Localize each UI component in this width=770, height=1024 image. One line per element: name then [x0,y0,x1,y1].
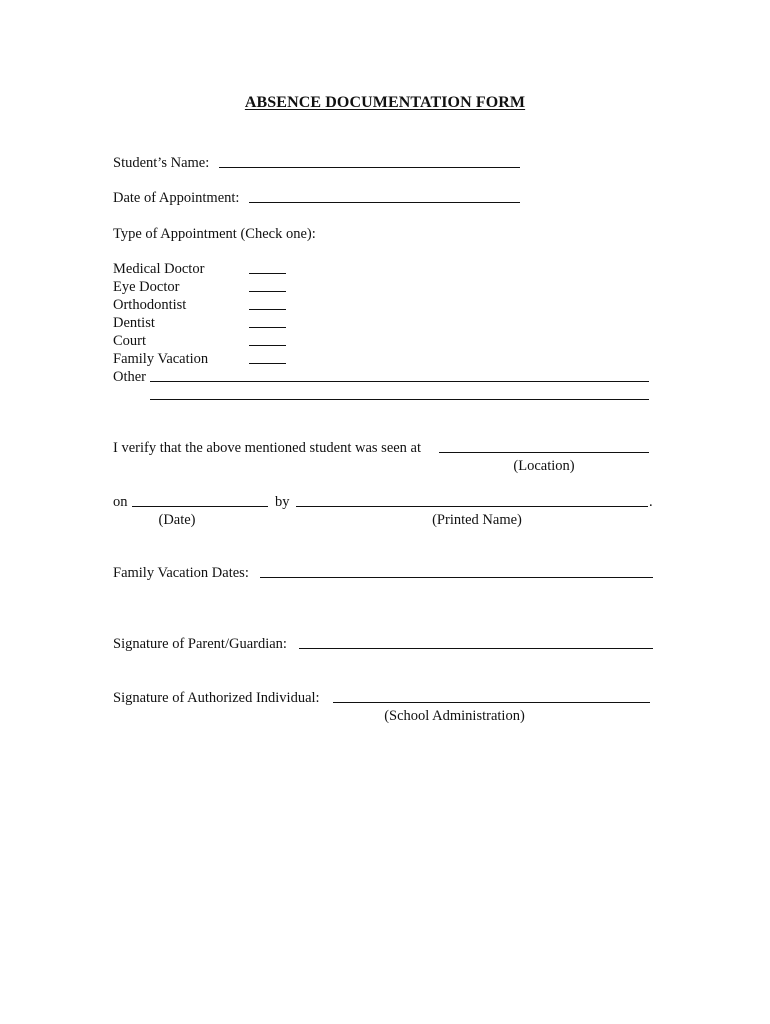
type-dentist-check[interactable] [249,327,286,328]
type-medical-doctor-check[interactable] [249,273,286,274]
date-caption: (Date) [158,512,196,528]
by-label: by [275,494,290,510]
type-dentist-label: Dentist [113,315,155,331]
vacation-dates-label: Family Vacation Dates: [113,565,249,581]
verify-statement: I verify that the above mentioned student was seen at [113,440,422,456]
type-eye-doctor-check[interactable] [249,291,286,292]
type-orthodontist-label: Orthodontist [113,297,187,313]
type-court-check[interactable] [249,345,286,346]
location-field[interactable] [439,452,649,453]
appointment-type-label: Type of Appointment (Check one): [113,226,316,242]
student-name-field[interactable] [219,167,520,168]
parent-signature-field[interactable] [299,648,653,649]
student-name-label: Student’s Name: [113,155,210,171]
type-family-vacation-check[interactable] [249,363,286,364]
printed-name-field[interactable] [296,506,648,507]
type-other-label: Other [113,369,147,385]
authorized-signature-field[interactable] [333,702,650,703]
type-orthodontist-check[interactable] [249,309,286,310]
type-other-field-continued[interactable] [150,399,649,400]
on-label: on [113,494,128,510]
type-medical-doctor-label: Medical Doctor [113,261,205,277]
authorized-signature-label: Signature of Authorized Individual: [113,690,320,706]
location-caption: (Location) [513,458,575,474]
form-title: ABSENCE DOCUMENTATION FORM [244,94,526,111]
period-mark: . [649,494,653,510]
type-other-field[interactable] [150,381,649,382]
type-family-vacation-label: Family Vacation [113,351,209,367]
type-eye-doctor-label: Eye Doctor [113,279,180,295]
appointment-date-field[interactable] [249,202,520,203]
type-court-label: Court [113,333,147,349]
appointment-date-label: Date of Appointment: [113,190,240,206]
parent-signature-label: Signature of Parent/Guardian: [113,636,287,652]
verification-date-field[interactable] [132,506,268,507]
school-admin-caption: (School Administration) [384,708,525,724]
printed-name-caption: (Printed Name) [432,512,522,528]
vacation-dates-field[interactable] [260,577,653,578]
